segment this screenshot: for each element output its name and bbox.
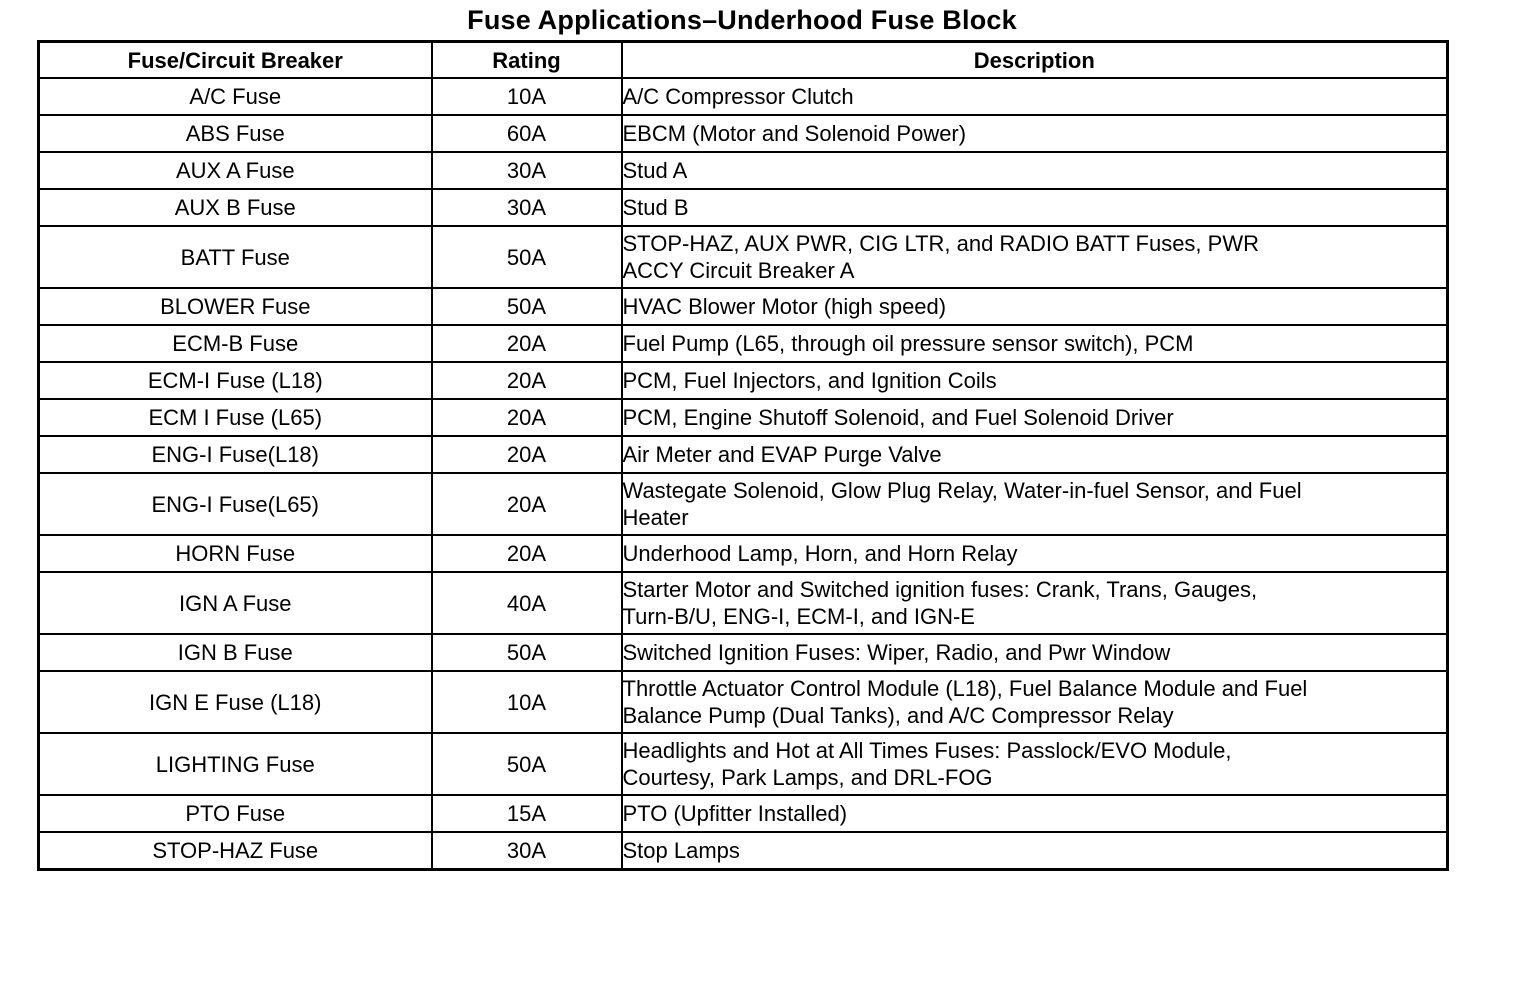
table-row bbox=[39, 733, 1448, 795]
description-line: Starter Motor and Switched ignition fuses: Crank, Trans, Gauges, bbox=[622, 577, 1258, 602]
fuse-name-cell: ENG-I Fuse(L65) bbox=[39, 473, 432, 535]
table-row bbox=[39, 535, 1448, 572]
table-header-row bbox=[39, 42, 1448, 79]
rating-cell: 50A bbox=[432, 634, 622, 671]
fuse-name-cell: IGN A Fuse bbox=[39, 572, 432, 634]
rating-cell: 10A bbox=[432, 78, 622, 115]
fuse-name-cell: ECM I Fuse (L65) bbox=[39, 399, 432, 436]
rating-cell: 40A bbox=[432, 572, 622, 634]
fuse-name-cell: ABS Fuse bbox=[39, 115, 432, 152]
description-cell bbox=[622, 152, 1448, 189]
description-cell bbox=[622, 535, 1448, 572]
fuse-name-cell: AUX A Fuse bbox=[39, 152, 432, 189]
rating-cell: 50A bbox=[432, 288, 622, 325]
description-line: Throttle Actuator Control Module (L18), Fuel Balance Module and Fuel bbox=[622, 676, 1308, 701]
rating-cell: 20A bbox=[432, 362, 622, 399]
description-line: Underhood Lamp, Horn, and Horn Relay bbox=[622, 541, 1018, 566]
table-row bbox=[39, 325, 1448, 362]
rating-cell: 50A bbox=[432, 226, 622, 288]
table-row bbox=[39, 832, 1448, 870]
rating-cell: 30A bbox=[432, 189, 622, 226]
description-cell bbox=[622, 733, 1448, 795]
description-cell bbox=[622, 226, 1448, 288]
description-cell bbox=[622, 325, 1448, 362]
table-row bbox=[39, 572, 1448, 634]
description-line: ACCY Circuit Breaker A bbox=[622, 258, 855, 283]
fuse-name-cell: BLOWER Fuse bbox=[39, 288, 432, 325]
description-cell bbox=[622, 399, 1448, 436]
description-cell bbox=[622, 572, 1448, 634]
fuse-name-cell: AUX B Fuse bbox=[39, 189, 432, 226]
table-row bbox=[39, 362, 1448, 399]
table-body bbox=[39, 78, 1448, 870]
description-cell bbox=[622, 362, 1448, 399]
rating-cell: 15A bbox=[432, 795, 622, 832]
description-line: Heater bbox=[622, 505, 689, 530]
description-line: HVAC Blower Motor (high speed) bbox=[622, 294, 947, 319]
fuse-name-cell: ECM-B Fuse bbox=[39, 325, 432, 362]
table-row bbox=[39, 473, 1448, 535]
description-line: Wastegate Solenoid, Glow Plug Relay, Water-in-fuel Sensor, and Fuel bbox=[622, 478, 1302, 503]
description-cell bbox=[622, 78, 1448, 115]
description-line: Headlights and Hot at All Times Fuses: Passlock/EVO Module, bbox=[622, 738, 1232, 763]
rating-cell: 60A bbox=[432, 115, 622, 152]
table-row bbox=[39, 226, 1448, 288]
description-cell bbox=[622, 288, 1448, 325]
description-line: Air Meter and EVAP Purge Valve bbox=[622, 442, 942, 467]
header-rating: Rating bbox=[432, 42, 622, 79]
fuse-name-cell: BATT Fuse bbox=[39, 226, 432, 288]
fuse-table bbox=[37, 40, 1449, 871]
description-line: STOP-HAZ, AUX PWR, CIG LTR, and RADIO BATT Fuses, PWR bbox=[622, 231, 1259, 256]
fuse-name-cell: ECM-I Fuse (L18) bbox=[39, 362, 432, 399]
description-line: Stop Lamps bbox=[622, 838, 740, 863]
description-cell bbox=[622, 473, 1448, 535]
rating-cell: 50A bbox=[432, 733, 622, 795]
rating-cell: 30A bbox=[432, 832, 622, 870]
header-description: Description bbox=[622, 42, 1448, 79]
fuse-name-cell: LIGHTING Fuse bbox=[39, 733, 432, 795]
fuse-name-cell: IGN B Fuse bbox=[39, 634, 432, 671]
rating-cell: 20A bbox=[432, 399, 622, 436]
table-row bbox=[39, 795, 1448, 832]
description-line: EBCM (Motor and Solenoid Power) bbox=[622, 121, 967, 146]
description-cell bbox=[622, 671, 1448, 733]
table-row bbox=[39, 189, 1448, 226]
fuse-name-cell: IGN E Fuse (L18) bbox=[39, 671, 432, 733]
description-line: PTO (Upfitter Installed) bbox=[622, 801, 848, 826]
fuse-name-cell: STOP-HAZ Fuse bbox=[39, 832, 432, 870]
description-cell bbox=[622, 832, 1448, 870]
fuse-name-cell: PTO Fuse bbox=[39, 795, 432, 832]
description-line: Fuel Pump (L65, through oil pressure sensor switch), PCM bbox=[622, 331, 1194, 356]
fuse-name-cell: ENG-I Fuse(L18) bbox=[39, 436, 432, 473]
table-row bbox=[39, 78, 1448, 115]
description-line: Stud A bbox=[622, 158, 688, 183]
fuse-name-cell: HORN Fuse bbox=[39, 535, 432, 572]
table-row bbox=[39, 399, 1448, 436]
description-line: Switched Ignition Fuses: Wiper, Radio, and Pwr Window bbox=[622, 640, 1171, 665]
page-title: Fuse Applications–Underhood Fuse Block bbox=[467, 5, 1017, 35]
description-line: PCM, Engine Shutoff Solenoid, and Fuel Solenoid Driver bbox=[622, 405, 1174, 430]
description-line: Courtesy, Park Lamps, and DRL-FOG bbox=[622, 765, 993, 790]
description-line: Turn-B/U, ENG-I, ECM-I, and IGN-E bbox=[622, 604, 975, 629]
rating-cell: 20A bbox=[432, 535, 622, 572]
table-row bbox=[39, 152, 1448, 189]
description-cell bbox=[622, 795, 1448, 832]
table-row bbox=[39, 634, 1448, 671]
table-row bbox=[39, 115, 1448, 152]
description-line: PCM, Fuel Injectors, and Ignition Coils bbox=[622, 368, 997, 393]
table-row bbox=[39, 288, 1448, 325]
table-row bbox=[39, 436, 1448, 473]
rating-cell: 30A bbox=[432, 152, 622, 189]
description-line: A/C Compressor Clutch bbox=[622, 84, 854, 109]
description-line: Balance Pump (Dual Tanks), and A/C Compressor Relay bbox=[622, 703, 1174, 728]
description-cell bbox=[622, 189, 1448, 226]
description-cell bbox=[622, 436, 1448, 473]
table-row bbox=[39, 671, 1448, 733]
description-cell bbox=[622, 115, 1448, 152]
rating-cell: 20A bbox=[432, 436, 622, 473]
rating-cell: 20A bbox=[432, 325, 622, 362]
fuse-name-cell: A/C Fuse bbox=[39, 78, 432, 115]
description-line: Stud B bbox=[622, 195, 689, 220]
rating-cell: 20A bbox=[432, 473, 622, 535]
description-cell bbox=[622, 634, 1448, 671]
header-fuse: Fuse/Circuit Breaker bbox=[39, 42, 432, 79]
rating-cell: 10A bbox=[432, 671, 622, 733]
